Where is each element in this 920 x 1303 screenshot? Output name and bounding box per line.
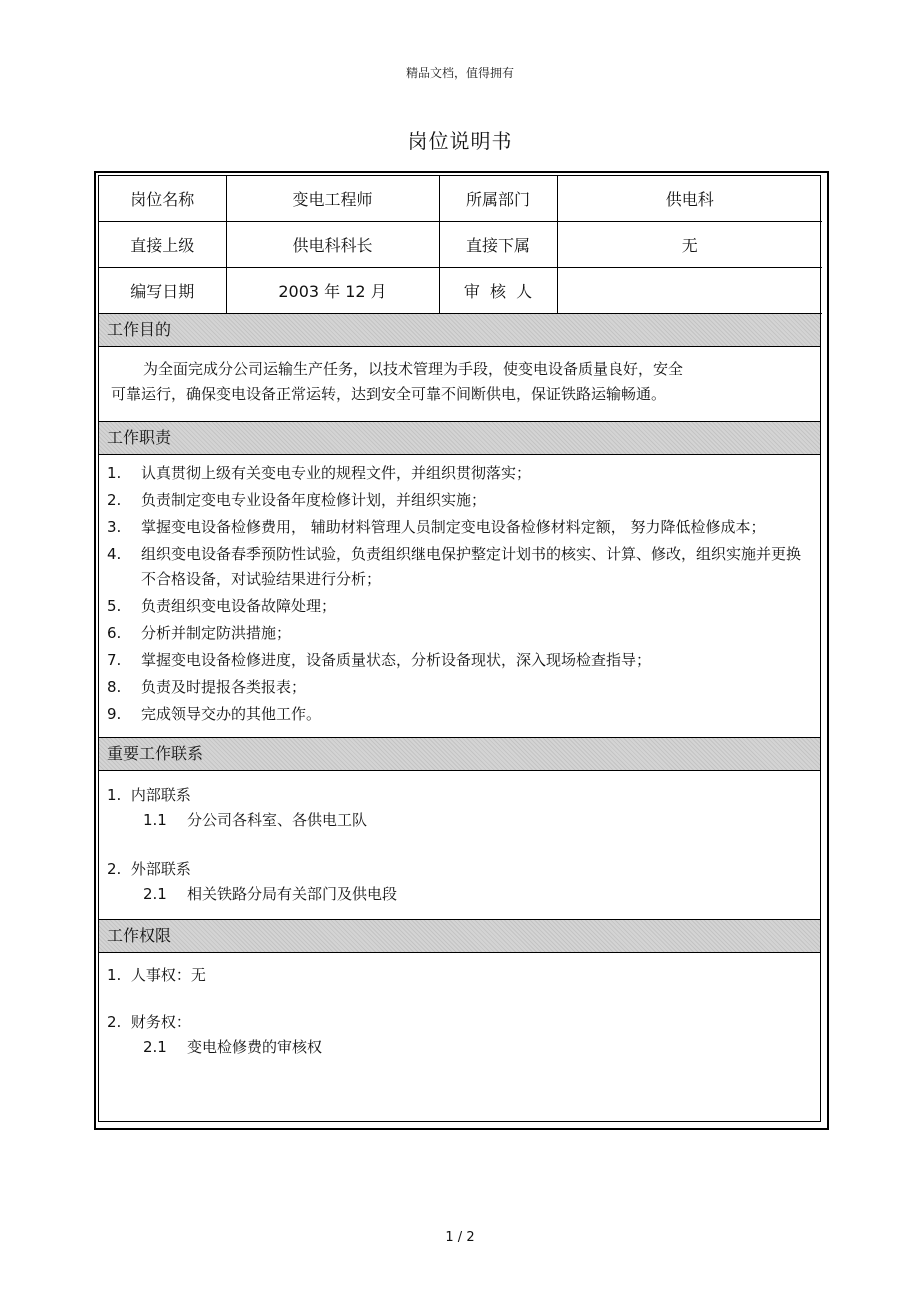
date-value: 2003 年 12 月 bbox=[226, 268, 439, 314]
item-text: 掌握变电设备检修进度，设备质量状态，分析设备现状，深入现场检查指导； bbox=[141, 651, 652, 669]
finance-authority bbox=[107, 988, 812, 1060]
contacts-content bbox=[99, 771, 820, 919]
item-text: 负责及时提报各类报表； bbox=[141, 678, 307, 696]
page-number: 1 / 2 bbox=[445, 1230, 475, 1245]
list-item bbox=[107, 542, 812, 592]
job-description-table bbox=[98, 175, 821, 1122]
contact-sub-item bbox=[107, 882, 812, 907]
list-item bbox=[107, 488, 812, 513]
item-text: 掌握变电设备检修费用， 辅助材料管理人员制定变电设备检修材料定额， 努力降低检修成本； bbox=[141, 518, 766, 536]
finance-sub-item bbox=[107, 1035, 812, 1060]
contact-group-external bbox=[107, 845, 812, 919]
list-item bbox=[107, 594, 812, 619]
position-label: 岗位名称 bbox=[99, 176, 226, 222]
list-item bbox=[107, 648, 812, 673]
section-header-authority: 工作权限 bbox=[99, 919, 820, 953]
sub-item-text: 分公司各科室、各供电工队 bbox=[187, 811, 368, 829]
item-number: 5. bbox=[107, 597, 122, 615]
purpose-line: 为全面完成分公司运输生产任务，以技术管理为手段，使变电设备质量良好，安全 bbox=[143, 360, 684, 378]
table-row bbox=[99, 268, 822, 314]
list-item bbox=[107, 621, 812, 646]
list-item bbox=[107, 675, 812, 700]
reviewer-value bbox=[557, 268, 822, 314]
section-header-contacts: 重要工作联系 bbox=[99, 737, 820, 771]
item-number: 4. bbox=[107, 545, 122, 563]
department-value: 供电科 bbox=[557, 176, 822, 222]
table-row bbox=[99, 222, 822, 268]
personnel-authority: 1. 人事权：无 bbox=[107, 966, 206, 984]
section-header-duties: 工作职责 bbox=[99, 421, 820, 455]
sub-item-number: 1.1 bbox=[143, 811, 167, 829]
duties-list bbox=[99, 455, 820, 737]
item-number: 8. bbox=[107, 678, 122, 696]
item-number: 9. bbox=[107, 705, 122, 723]
department-label: 所属部门 bbox=[439, 176, 557, 222]
item-number: 1. bbox=[107, 464, 122, 482]
authority-content bbox=[99, 953, 820, 1060]
item-text: 负责制定变电专业设备年度检修计划，并组织实施； bbox=[141, 491, 487, 509]
purpose-line: 可靠运行，确保变电设备正常运转，达到安全可靠不间断供电，保证铁路运输畅通。 bbox=[111, 385, 667, 403]
item-text: 完成领导交办的其他工作。 bbox=[141, 705, 322, 723]
finance-authority-title: 2. 财务权： bbox=[107, 1013, 191, 1031]
contact-group-title: 2. 外部联系 bbox=[107, 860, 191, 878]
sub-item-text: 相关铁路分局有关部门及供电段 bbox=[187, 885, 398, 903]
position-value: 变电工程师 bbox=[226, 176, 439, 222]
item-text: 认真贯彻上级有关变电专业的规程文件，并组织贯彻落实； bbox=[141, 464, 532, 482]
sub-item-number: 2.1 bbox=[143, 1038, 167, 1056]
list-item bbox=[107, 461, 812, 486]
subordinate-value: 无 bbox=[557, 222, 822, 268]
item-number: 2. bbox=[107, 491, 122, 509]
superior-label: 直接上级 bbox=[99, 222, 226, 268]
document-title: 岗位说明书 bbox=[407, 129, 513, 153]
reviewer-label: 审 核 人 bbox=[439, 268, 557, 314]
basic-info-table bbox=[99, 176, 822, 314]
item-number: 3. bbox=[107, 518, 122, 536]
subordinate-label: 直接下属 bbox=[439, 222, 557, 268]
item-text: 负责组织变电设备故障处理； bbox=[141, 597, 337, 615]
contact-group-internal bbox=[107, 771, 812, 845]
section-header-purpose: 工作目的 bbox=[99, 314, 820, 347]
purpose-content bbox=[99, 347, 820, 421]
watermark-text: 精品文档，值得拥有 bbox=[405, 66, 514, 80]
job-description-frame bbox=[94, 171, 829, 1130]
item-number: 7. bbox=[107, 651, 122, 669]
item-number: 6. bbox=[107, 624, 122, 642]
date-label: 编写日期 bbox=[99, 268, 226, 314]
list-item bbox=[107, 515, 812, 540]
sub-item-number: 2.1 bbox=[143, 885, 167, 903]
contact-sub-item bbox=[107, 808, 812, 833]
contact-group-title: 1. 内部联系 bbox=[107, 786, 191, 804]
item-text: 分析并制定防洪措施； bbox=[141, 624, 292, 642]
sub-item-text: 变电检修费的审核权 bbox=[187, 1038, 323, 1056]
item-text: 组织变电设备春季预防性试验，负责组织继电保护整定计划书的核实、计算、修改，组织实施并更换不合格设备，对试验结果进行分析； bbox=[141, 545, 802, 588]
list-item bbox=[107, 702, 812, 727]
table-row bbox=[99, 176, 822, 222]
superior-value: 供电科科长 bbox=[226, 222, 439, 268]
